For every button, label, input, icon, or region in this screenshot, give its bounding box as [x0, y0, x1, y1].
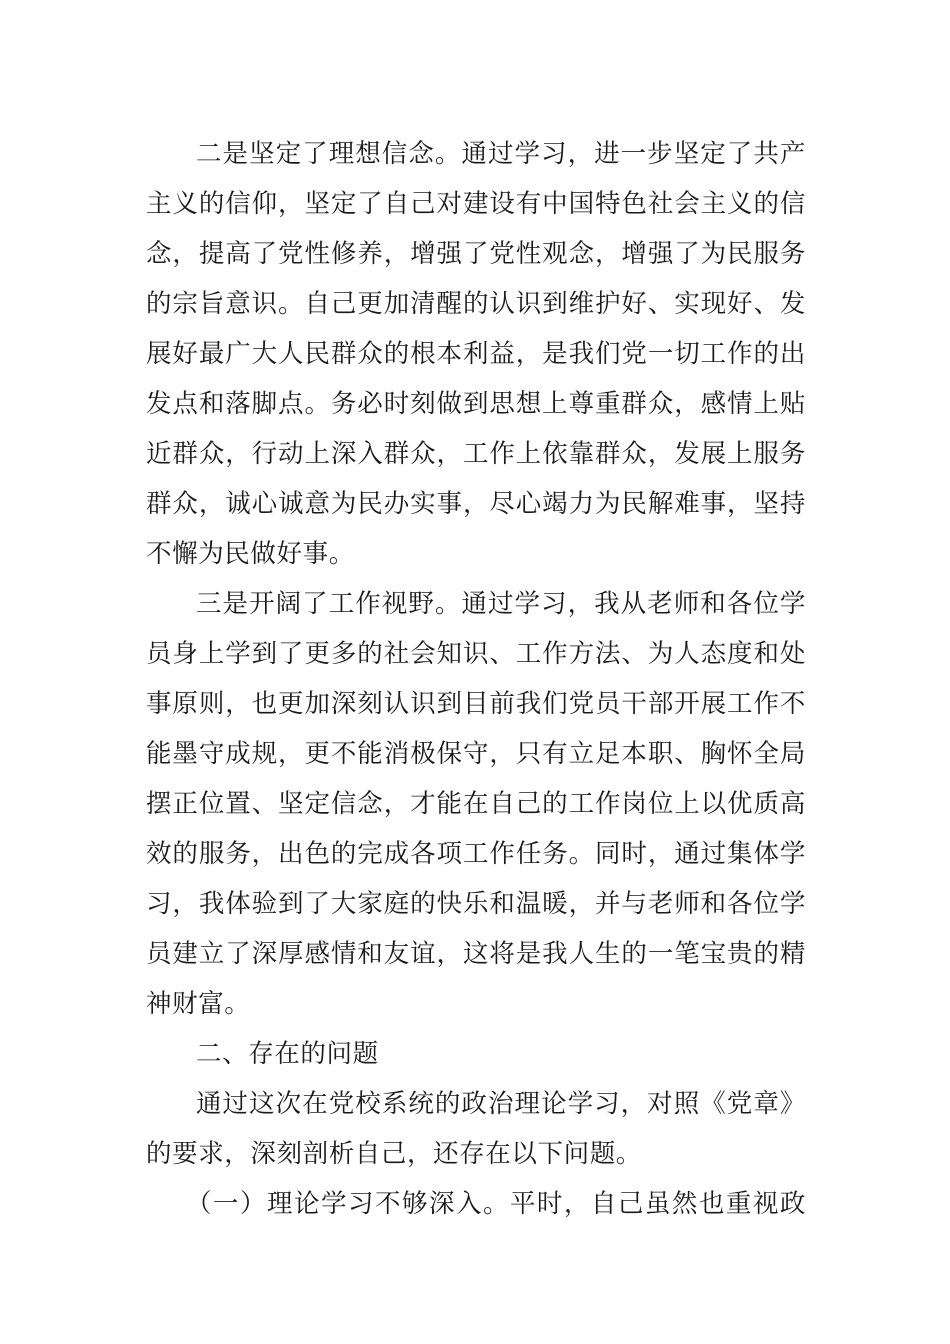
- paragraph-line: 效的服务，出色的完成各项工作任务。同时，通过集体学: [146, 839, 806, 869]
- paragraph-line: 的宗旨意识。自己更加清醒的认识到维护好、实现好、发: [146, 289, 806, 319]
- paragraph-line: 摆正位置、坚定信念，才能在自己的工作岗位上以优质高: [146, 789, 806, 819]
- paragraph-line: 不懈为民做好事。: [146, 539, 355, 569]
- paragraph-line: 神财富。: [146, 989, 251, 1019]
- paragraph-line: 的要求，深刻剖析自己，还存在以下问题。: [146, 1139, 642, 1169]
- section-heading: 二、存在的问题: [196, 1039, 379, 1069]
- paragraph-line: 通过这次在党校系统的政治理论学习，对照《党章》: [196, 1089, 806, 1119]
- paragraph-line: 习，我体验到了大家庭的快乐和温暖，并与老师和各位学: [146, 889, 806, 919]
- paragraph-line: 群众，诚心诚意为民办实事，尽心竭力为民解难事，坚持: [146, 489, 806, 519]
- paragraph-line: 念，提高了党性修养，增强了党性观念，增强了为民服务: [146, 239, 806, 269]
- paragraph-line: 员建立了深厚感情和友谊，这将是我人生的一笔宝贵的精: [146, 939, 806, 969]
- paragraph-line: 近群众，行动上深入群众，工作上依靠群众，发展上服务: [146, 439, 806, 469]
- paragraph-line: （一）理论学习不够深入。平时，自己虽然也重视政: [186, 1189, 806, 1219]
- paragraph-line: 主义的信仰，坚定了自己对建设有中国特色社会主义的信: [146, 189, 806, 219]
- paragraph-line: 能墨守成规，更不能消极保守，只有立足本职、胸怀全局: [146, 739, 806, 769]
- paragraph-line: 事原则，也更加深刻认识到目前我们党员干部开展工作不: [146, 689, 806, 719]
- paragraph-line: 发点和落脚点。务必时刻做到思想上尊重群众，感情上贴: [146, 389, 806, 419]
- paragraph-line: 员身上学到了更多的社会知识、工作方法、为人态度和处: [146, 639, 806, 669]
- paragraph-line: 二是坚定了理想信念。通过学习，进一步坚定了共产: [196, 139, 806, 169]
- paragraph-line: 展好最广大人民群众的根本利益，是我们党一切工作的出: [146, 339, 806, 369]
- paragraph-line: 三是开阔了工作视野。通过学习，我从老师和各位学: [196, 589, 806, 619]
